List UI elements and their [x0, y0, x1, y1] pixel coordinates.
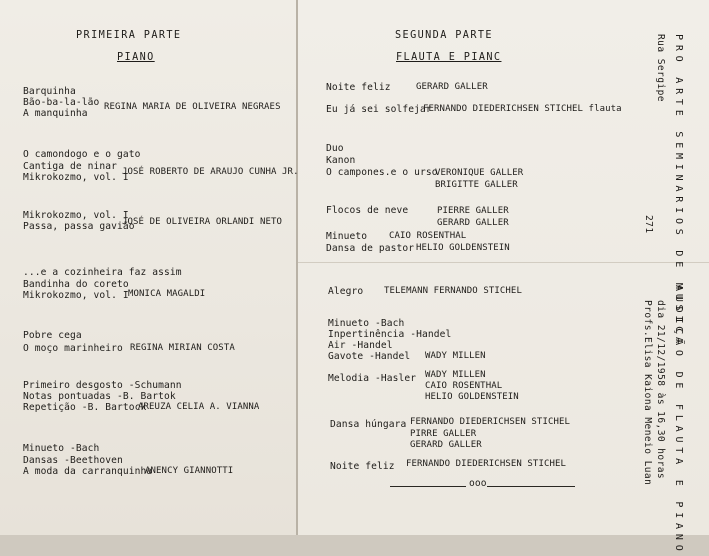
piece: Minueto	[326, 231, 368, 242]
event-teacher: Profs.Elisa Kaiona Meneio Luan	[642, 300, 653, 486]
closing-rule-left	[390, 486, 466, 487]
performer: VERONIQUE GALLER	[435, 168, 524, 178]
piece: Flocos de neve	[326, 205, 409, 216]
piece: Alegro	[328, 286, 364, 297]
school-name: PRO ARTE SEMINARIOS DE MUSICA	[673, 34, 684, 348]
performer: BRIGITTE GALLER	[435, 180, 518, 190]
performer: PIERRE GALLER	[437, 206, 509, 216]
piece: Bandinha do coreto	[23, 279, 129, 290]
piece: A manquinha	[23, 108, 88, 119]
performer: FERNANDO DIEDERICHSEN STICHEL	[410, 417, 571, 427]
event-title: AUDIÇÃO DE FLAUTA E PIANO	[673, 285, 684, 556]
event-datetime: dia 21/12/1958 às 16,30 horas	[655, 300, 666, 480]
performer: HELIO GOLDENSTEIN	[425, 392, 519, 402]
performer: WADY MILLEN	[425, 370, 486, 380]
center-fold	[296, 0, 298, 535]
piece: A moda da carranquinha	[23, 466, 153, 477]
piece: Eu já sei solfejar	[326, 104, 432, 115]
piece: Melodia -Hasler	[328, 373, 417, 384]
piece: Minueto -Bach	[328, 318, 405, 329]
school-address: Rua Sergipe	[655, 34, 666, 102]
school-number: 271	[643, 215, 654, 234]
piece: Pobre cega	[23, 330, 82, 341]
piece: Gavote -Handel	[328, 351, 411, 362]
performer: AREUZA CELIA A. VIANNA	[138, 402, 260, 412]
performer: TELEMANN FERNANDO STICHEL	[384, 286, 522, 296]
piece: Passa, passa gavião	[23, 221, 135, 232]
performer: GERARD GALLER	[416, 82, 488, 92]
performer: ANENCY GIANNOTTI	[145, 466, 234, 476]
performer: JOSÉ DE OLIVEIRA ORLANDI NETO	[122, 217, 283, 227]
piece: Noite feliz	[326, 82, 391, 93]
piece: Repetição -B. Bartock	[23, 402, 147, 413]
piece: Duo	[326, 143, 344, 154]
closing-rule-right	[487, 486, 575, 487]
piece: Barquinha	[23, 86, 76, 97]
end-mark: ooo	[469, 478, 487, 489]
performer: FERNANDO DIEDERICHSEN STICHEL flauta	[423, 104, 622, 114]
performer: WADY MILLEN	[425, 351, 486, 361]
performer: GERARD GALLER	[437, 218, 509, 228]
part-two-subtitle: FLAUTA E PIANC	[396, 52, 502, 63]
part-two-title: SEGUNDA PARTE	[395, 30, 493, 41]
performer: MONICA MAGALDI	[128, 289, 206, 299]
performer: CAIO ROSENTHAL	[425, 381, 503, 391]
piece: Dansas -Beethoven	[23, 455, 123, 466]
part-one-title: PRIMEIRA PARTE	[76, 30, 182, 41]
piece: Mikrokozmo, vol. I	[23, 290, 129, 301]
piece: ...e a cozinheira faz assim	[23, 267, 182, 278]
performer: REGINA MARIA DE OLIVEIRA NEGRAES	[104, 102, 281, 112]
piece: Noite feliz	[330, 461, 395, 472]
piece: Notas pontuadas -B. Bartok	[23, 391, 176, 402]
piece: Dansa húngara	[330, 419, 407, 430]
performer: JOSÉ ROBERTO DE ARAUJO CUNHA JR.	[122, 167, 299, 177]
piece: Primeiro desgosto -Schumann	[23, 380, 182, 391]
piece: Air -Handel	[328, 340, 393, 351]
piece: Kanon	[326, 155, 356, 166]
performer: HELIO GOLDENSTEIN	[416, 243, 510, 253]
piece: Inpertinência -Handel	[328, 329, 452, 340]
piece: Mikrokozmo, vol. I	[23, 210, 129, 221]
part-one-subtitle: PIANO	[117, 52, 155, 63]
piece: O camondogo e o gato	[23, 149, 141, 160]
piece: Bão-ba-la-lão	[23, 97, 100, 108]
performer: CAIO ROSENTHAL	[389, 231, 467, 241]
performer: REGINA MIRIAN COSTA	[130, 343, 235, 353]
performer: GERARD GALLER	[410, 440, 482, 450]
piece: Mikrokozmo, vol. I	[23, 172, 129, 183]
piece: O campones.e o urso	[326, 167, 438, 178]
piece: Minueto -Bach	[23, 443, 100, 454]
piece: O moço marinheiro	[23, 343, 123, 354]
piece: Cantiga de ninar	[23, 161, 118, 172]
piece: Dansa de pastor	[326, 243, 415, 254]
performer: PIRRE GALLER	[410, 429, 477, 439]
horizontal-fold	[298, 262, 709, 263]
performer: FERNANDO DIEDERICHSEN STICHEL	[406, 459, 567, 469]
